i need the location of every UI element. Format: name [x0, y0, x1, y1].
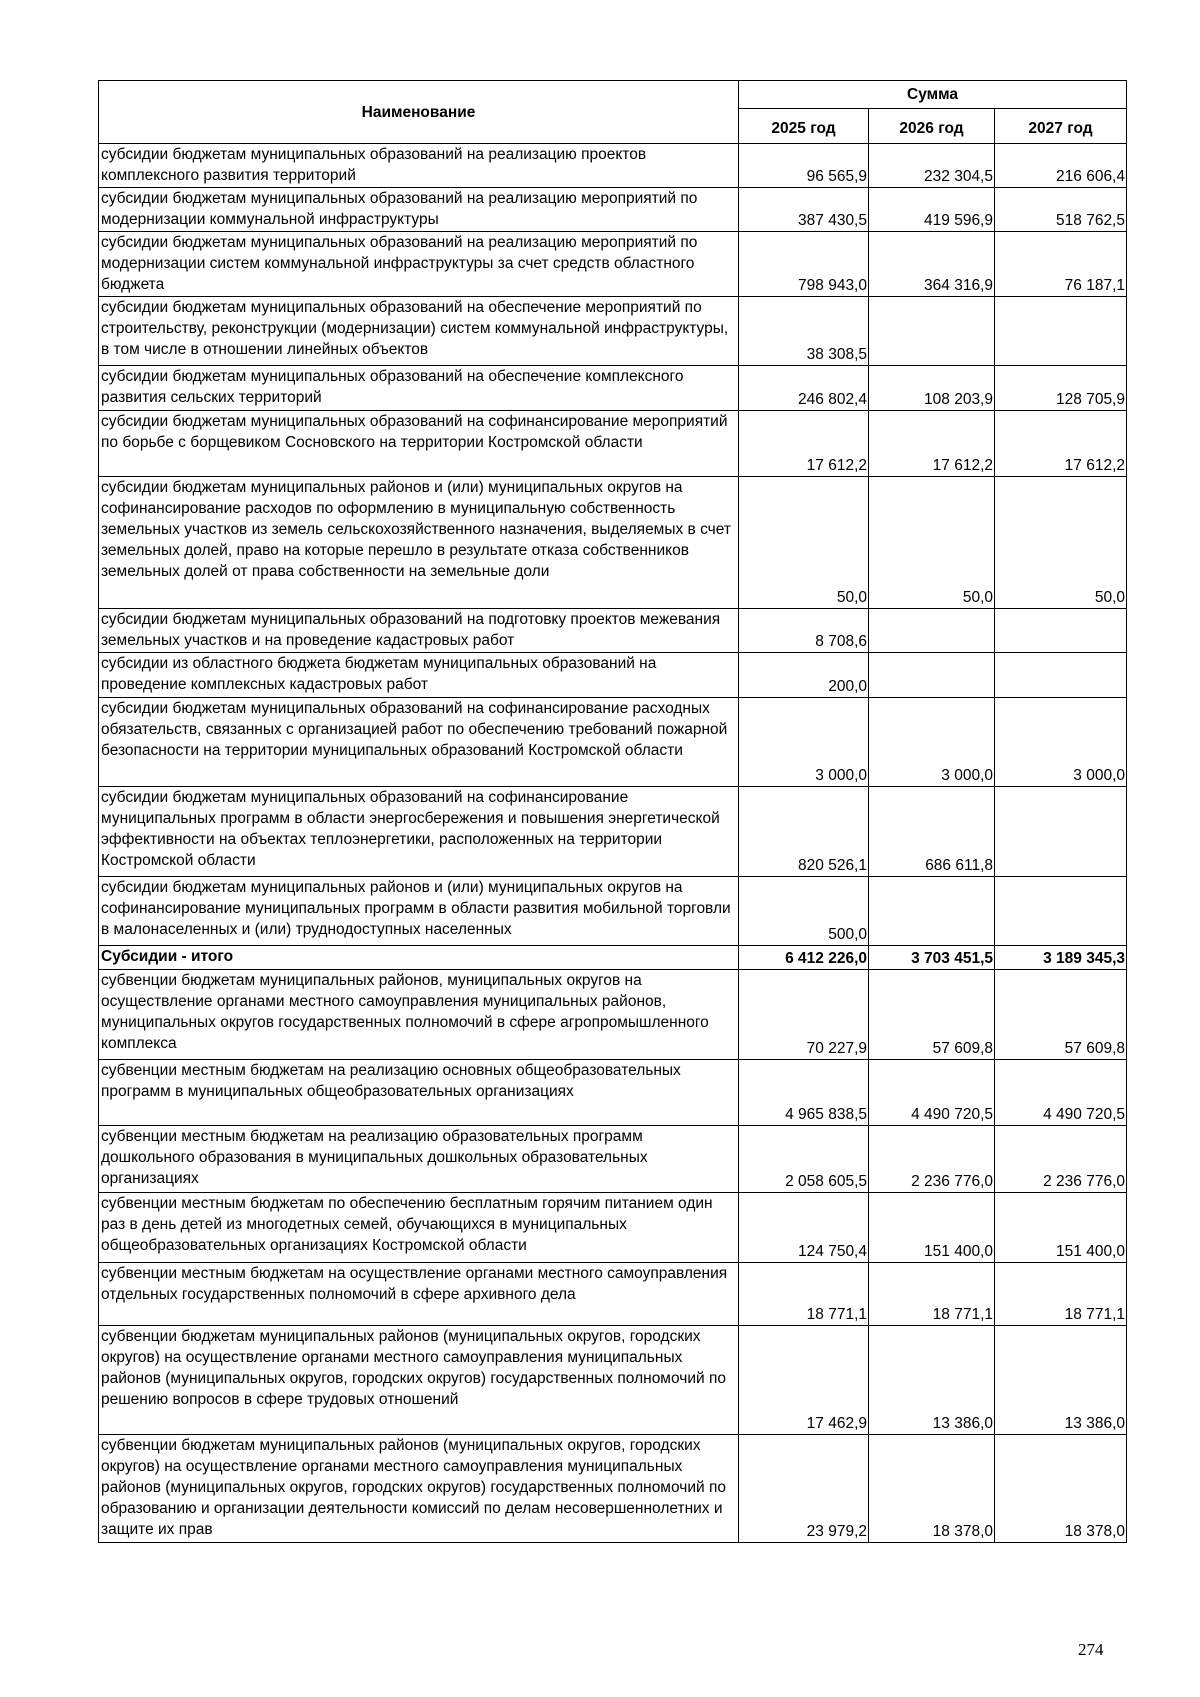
table-row — [99, 232, 1127, 297]
row-name-text: субсидии бюджетам муниципальных районов и (или) муниципальных округов на софинансирование муниципальных программ в области развития мобильной торговли в малонаселенных и (или) труднодоступных населенных — [101, 879, 731, 938]
value-2025: 4 965 838,5 — [739, 1060, 869, 1126]
value-2025: 387 430,5 — [739, 188, 869, 232]
table-row — [99, 411, 1127, 477]
column-header-2027: 2027 год — [995, 109, 1127, 144]
table-row — [99, 970, 1127, 1060]
table-row — [99, 698, 1127, 787]
value-2027: 518 762,5 — [995, 188, 1127, 232]
table-row — [99, 1193, 1127, 1263]
row-name: субсидии бюджетам муниципальных образований на реализацию проектов комплексного развития территорий — [99, 144, 739, 188]
value-2026: 686 611,8 — [869, 787, 995, 877]
table-row — [99, 787, 1127, 877]
header-row-top — [99, 81, 1127, 109]
value-2025: 200,0 — [739, 653, 869, 698]
total-2025: 6 412 226,0 — [739, 946, 869, 970]
row-name: субсидии бюджетам муниципальных образований на подготовку проектов межевания земельных участков и на проведение кадастровых работ — [99, 609, 739, 653]
row-name: субсидии из областного бюджета бюджетам муниципальных образований на проведение комплексных кадастровых работ — [99, 653, 739, 698]
value-2026: 18 771,1 — [869, 1263, 995, 1326]
value-2026: 2 236 776,0 — [869, 1126, 995, 1193]
value-2025: 8 708,6 — [739, 609, 869, 653]
column-header-sum: Сумма — [739, 81, 1127, 109]
value-2026 — [869, 297, 995, 366]
row-name: субвенции местным бюджетам на осуществление органами местного самоуправления отдельных государственных полномочий в сфере архивного дела — [99, 1263, 739, 1326]
table-row — [99, 653, 1127, 698]
value-2027 — [995, 297, 1127, 366]
column-header-2025: 2025 год — [739, 109, 869, 144]
value-2025: 17 612,2 — [739, 411, 869, 477]
value-2026 — [869, 877, 995, 946]
value-2026: 57 609,8 — [869, 970, 995, 1060]
column-header-2026: 2026 год — [869, 109, 995, 144]
value-2025: 500,0 — [739, 877, 869, 946]
value-2027: 17 612,2 — [995, 411, 1127, 477]
table-row — [99, 877, 1127, 946]
table-row — [99, 1326, 1127, 1435]
row-name: субсидии бюджетам муниципальных образований на обеспечение мероприятий по строительству, реконструкции (модернизации) систем коммунальной инфраструктуры, в том числе в отношении линейных объектов — [99, 297, 739, 366]
total-2027: 3 189 345,3 — [995, 946, 1127, 970]
row-name: субсидии бюджетам муниципальных образований на обеспечение комплексного развития сельских территорий — [99, 366, 739, 411]
value-2027: 3 000,0 — [995, 698, 1127, 787]
value-2027: 57 609,8 — [995, 970, 1127, 1060]
value-2027: 13 386,0 — [995, 1326, 1127, 1435]
table-row — [99, 1060, 1127, 1126]
value-2025: 798 943,0 — [739, 232, 869, 297]
value-2025: 2 058 605,5 — [739, 1126, 869, 1193]
value-2026: 50,0 — [869, 477, 995, 609]
value-2026: 151 400,0 — [869, 1193, 995, 1263]
total-row — [99, 946, 1127, 970]
value-2026: 17 612,2 — [869, 411, 995, 477]
value-2025: 50,0 — [739, 477, 869, 609]
row-name: субсидии бюджетам муниципальных районов и (или) муниципальных округов на софинансирование расходов по оформлению в муниципальную собственность земельных участков из земель сельскохозяйственного назначения, выделяемых в счет земельных долей, право на которые перешло в результате отказа собственников земельных долей от права собственности на земельные доли — [99, 477, 739, 609]
table-row — [99, 188, 1127, 232]
value-2026: 364 316,9 — [869, 232, 995, 297]
table-row — [99, 477, 1127, 609]
table-row — [99, 609, 1127, 653]
value-2026: 108 203,9 — [869, 366, 995, 411]
value-2027: 76 187,1 — [995, 232, 1127, 297]
value-2025: 23 979,2 — [739, 1435, 869, 1543]
row-name: субсидии бюджетам муниципальных образований на реализацию мероприятий по модернизации систем коммунальной инфраструктуры за счет средств областного бюджета — [99, 232, 739, 297]
table-row — [99, 366, 1127, 411]
column-header-name: Наименование — [99, 81, 739, 144]
value-2025: 3 000,0 — [739, 698, 869, 787]
table-row — [99, 144, 1127, 188]
row-name: субвенции местным бюджетам на реализацию основных общеобразовательных программ в муниципальных общеобразовательных организациях — [99, 1060, 739, 1126]
value-2027 — [995, 653, 1127, 698]
table-row — [99, 1435, 1127, 1543]
table-row — [99, 1126, 1127, 1193]
value-2025: 96 565,9 — [739, 144, 869, 188]
row-name: субсидии бюджетам муниципальных образований на софинансирование расходных обязательств, связанных с организацией работ по обеспечению требований пожарной безопасности на территории муниципальных образований Костромской области — [99, 698, 739, 787]
value-2027: 18 771,1 — [995, 1263, 1127, 1326]
value-2027: 2 236 776,0 — [995, 1126, 1127, 1193]
value-2025: 246 802,4 — [739, 366, 869, 411]
table-row — [99, 1263, 1127, 1326]
row-name — [99, 877, 739, 946]
value-2026: 13 386,0 — [869, 1326, 995, 1435]
value-2026: 419 596,9 — [869, 188, 995, 232]
row-name: субвенции бюджетам муниципальных районов (муниципальных округов, городских округов) на осуществление органами местного самоуправления муниципальных районов (муниципальных округов, городских округов) государственных полномочий по образованию и организации деятельности комиссий по делам несовершеннолетних и защите их прав — [99, 1435, 739, 1543]
row-name: субсидии бюджетам муниципальных образований на софинансирование муниципальных программ в области энергосбережения и повышения энергетической эффективности на объектах теплоэнергетики, расположенных на территории Костромской области — [99, 787, 739, 877]
value-2027 — [995, 877, 1127, 946]
value-2025: 17 462,9 — [739, 1326, 869, 1435]
row-name: субсидии бюджетам муниципальных образований на реализацию мероприятий по модернизации коммунальной инфраструктуры — [99, 188, 739, 232]
budget-table — [98, 80, 1127, 1543]
value-2025: 70 227,9 — [739, 970, 869, 1060]
value-2026 — [869, 653, 995, 698]
value-2025: 18 771,1 — [739, 1263, 869, 1326]
row-name: субвенции бюджетам муниципальных районов (муниципальных округов, городских округов) на осуществление органами местного самоуправления муниципальных районов (муниципальных округов, городских округов) государственных полномочий по решению вопросов в сфере трудовых отношений — [99, 1326, 739, 1435]
row-name: субвенции местным бюджетам на реализацию образовательных программ дошкольного образования в муниципальных дошкольных образовательных организациях — [99, 1126, 739, 1193]
row-name: субвенции местным бюджетам по обеспечению бесплатным горячим питанием один раз в день детей из многодетных семей, обучающихся в муниципальных общеобразовательных организациях Костромской области — [99, 1193, 739, 1263]
value-2027: 18 378,0 — [995, 1435, 1127, 1543]
row-name: субвенции бюджетам муниципальных районов, муниципальных округов на осуществление органами местного самоуправления муниципальных районов, муниципальных округов государственных полномочий в сфере агропромышленного комплекса — [99, 970, 739, 1060]
value-2026: 18 378,0 — [869, 1435, 995, 1543]
row-name: субсидии бюджетам муниципальных образований на софинансирование мероприятий по борьбе с борщевиком Сосновского на территории Костромской области — [99, 411, 739, 477]
total-2026: 3 703 451,5 — [869, 946, 995, 970]
value-2027: 216 606,4 — [995, 144, 1127, 188]
value-2027: 151 400,0 — [995, 1193, 1127, 1263]
value-2026: 3 000,0 — [869, 698, 995, 787]
page-number: 274 — [1078, 1640, 1104, 1659]
value-2027: 4 490 720,5 — [995, 1060, 1127, 1126]
table-row — [99, 297, 1127, 366]
value-2026: 4 490 720,5 — [869, 1060, 995, 1126]
value-2027: 50,0 — [995, 477, 1127, 609]
value-2027 — [995, 609, 1127, 653]
value-2025: 124 750,4 — [739, 1193, 869, 1263]
value-2026 — [869, 609, 995, 653]
value-2027: 128 705,9 — [995, 366, 1127, 411]
value-2025: 38 308,5 — [739, 297, 869, 366]
total-label: Субсидии - итого — [99, 946, 739, 970]
value-2026: 232 304,5 — [869, 144, 995, 188]
value-2025: 820 526,1 — [739, 787, 869, 877]
value-2027 — [995, 787, 1127, 877]
